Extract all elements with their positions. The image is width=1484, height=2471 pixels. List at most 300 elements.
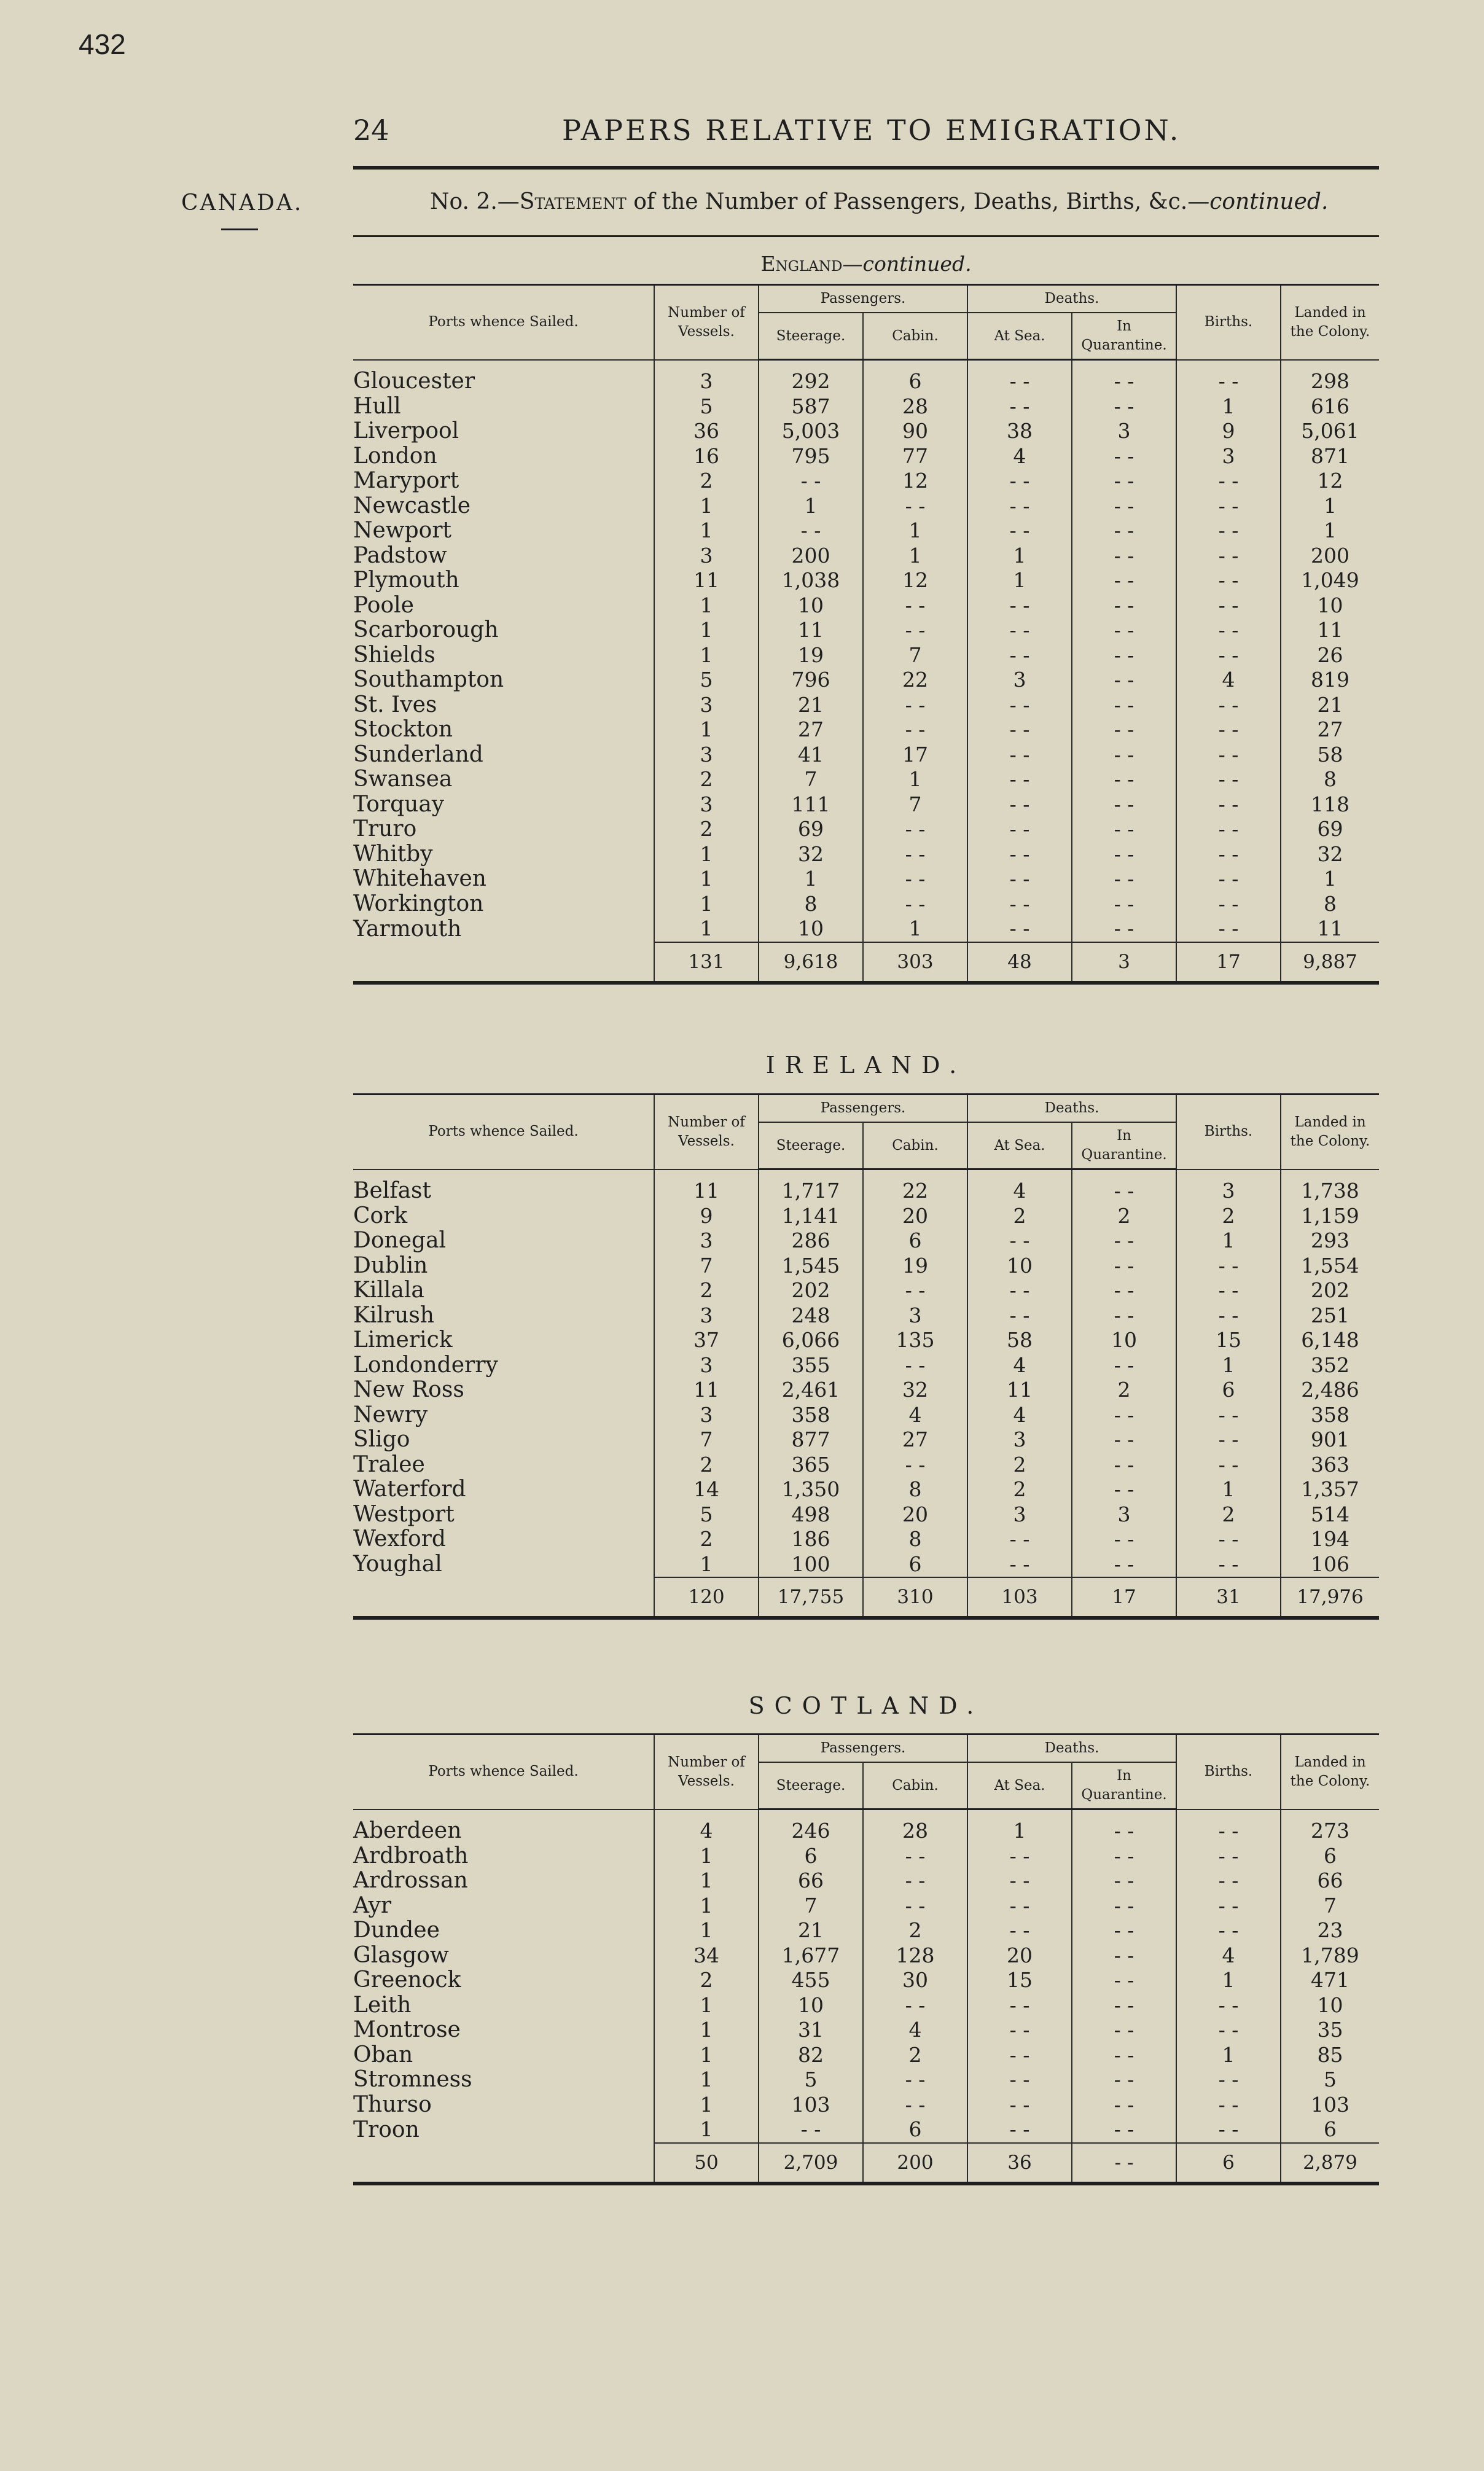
total-cell: 310 [863, 1577, 967, 1618]
table-cell: 35 [1281, 2018, 1379, 2043]
table-cell: 3 [967, 668, 1072, 693]
total-cell: 36 [967, 2143, 1072, 2184]
port-name: Glasgow [353, 1942, 449, 1968]
table-cell: - - [1072, 1968, 1176, 1993]
table-cell: 11 [759, 618, 863, 643]
table-cell: - - [1072, 1844, 1176, 1869]
statement-rule [353, 235, 1379, 237]
port-name: Dublin [353, 1252, 428, 1278]
table-cell: 246 [759, 1809, 863, 1844]
table-cell: 616 [1281, 394, 1379, 420]
table-cell: 8 [1281, 767, 1379, 792]
table-cell: 1 [654, 2093, 759, 2118]
table-cell: 8 [1281, 892, 1379, 917]
table-cell: - - [759, 2117, 863, 2143]
port-name: Waterford [353, 1477, 466, 1502]
table-cell: 7 [654, 1254, 759, 1279]
table-cell: - - [1072, 643, 1176, 668]
table-cell: 5 [759, 2067, 863, 2093]
table-cell: - - [1176, 1809, 1281, 1844]
table-cell: 7 [759, 767, 863, 792]
table-cell: - - [1072, 544, 1176, 569]
table-cell: 2 [654, 1278, 759, 1303]
table-cell: 9 [654, 1204, 759, 1229]
table-cell: - - [967, 1303, 1072, 1329]
table-cell: 1,545 [759, 1254, 863, 1279]
table-cell: - - [1072, 1943, 1176, 1969]
table-cell: 77 [863, 444, 967, 469]
total-row [353, 1577, 1379, 1618]
port-name: London [353, 443, 437, 469]
table-row [353, 618, 1379, 643]
margin-label-rule [221, 228, 258, 230]
table-cell: 4 [863, 2018, 967, 2043]
port-name: Whitehaven [353, 866, 486, 892]
table-row [353, 1303, 1379, 1329]
col-cabin: Cabin. [863, 313, 967, 360]
table-cell: 1 [654, 2018, 759, 2043]
table-cell: 2 [1176, 1204, 1281, 1229]
table-cell: 3 [1072, 1502, 1176, 1528]
table-cell: - - [863, 1844, 967, 1869]
col-vessels: Number of Vessels. [654, 1095, 759, 1169]
table-row [353, 1204, 1379, 1229]
table-row [353, 643, 1379, 668]
table-cell: 355 [759, 1353, 863, 1378]
table-cell: - - [1176, 1278, 1281, 1303]
table-row [353, 1169, 1379, 1204]
table-cell: - - [1072, 1353, 1176, 1378]
table-cell: 3 [654, 693, 759, 718]
table-cell: 3 [967, 1427, 1072, 1453]
table-cell: - - [1072, 1918, 1176, 1943]
table-cell: 298 [1281, 360, 1379, 394]
table-cell: 1 [967, 1809, 1072, 1844]
table-cell: 1 [863, 916, 967, 942]
table-cell: - - [1176, 360, 1281, 394]
table-cell: 21 [759, 693, 863, 718]
table-cell: - - [1176, 568, 1281, 593]
table-cell: 103 [759, 2093, 863, 2118]
table-cell: 21 [759, 1918, 863, 1943]
table-cell: - - [863, 892, 967, 917]
table-cell: - - [967, 892, 1072, 917]
table-cell: - - [967, 1844, 1072, 1869]
table-cell: - - [1072, 593, 1176, 619]
col-landed: Landed in the Colony. [1281, 1095, 1379, 1169]
total-row [353, 2143, 1379, 2184]
table-cell: 6 [1281, 2117, 1379, 2143]
margin-label: CANADA. [181, 190, 303, 216]
table-cell: - - [1072, 668, 1176, 693]
table-cell: 194 [1281, 1527, 1379, 1552]
table-cell: - - [1176, 1844, 1281, 1869]
table-cell: - - [967, 867, 1072, 892]
total-cell: 17,755 [759, 1577, 863, 1618]
table-cell: - - [1176, 2067, 1281, 2093]
table-cell: 273 [1281, 1809, 1379, 1844]
table-cell: 2,461 [759, 1378, 863, 1403]
table-cell: 455 [759, 1968, 863, 1993]
table-cell: 1 [1176, 2043, 1281, 2068]
table-cell: - - [967, 1894, 1072, 1919]
table-cell: 3 [1176, 1169, 1281, 1204]
table-cell: - - [1072, 618, 1176, 643]
table-cell: - - [1072, 916, 1176, 942]
table-cell: - - [1072, 1228, 1176, 1254]
table-cell: 1 [654, 916, 759, 942]
table-cell: 200 [1281, 544, 1379, 569]
table-cell: 135 [863, 1328, 967, 1353]
table-row [353, 792, 1379, 818]
table-cell: - - [1176, 643, 1281, 668]
port-name: Workington [353, 891, 484, 916]
table-cell: 90 [863, 419, 967, 444]
table-cell: 106 [1281, 1552, 1379, 1578]
table-cell: 4 [967, 444, 1072, 469]
total-cell: 48 [967, 942, 1072, 983]
table-cell: - - [967, 817, 1072, 842]
table-cell: - - [1072, 1303, 1176, 1329]
table-cell: - - [1176, 2117, 1281, 2143]
table-cell: 2 [1176, 1502, 1281, 1528]
table-cell: 10 [1281, 1993, 1379, 2018]
table-cell: - - [1176, 593, 1281, 619]
table-row [353, 817, 1379, 842]
table-cell: - - [967, 394, 1072, 420]
table-row [353, 916, 1379, 942]
table-cell: 1 [1176, 1477, 1281, 1502]
table-row [353, 767, 1379, 792]
table-cell: 10 [759, 1993, 863, 2018]
table-cell: - - [967, 1552, 1072, 1578]
table-cell: 11 [654, 568, 759, 593]
table-cell: 3 [967, 1502, 1072, 1528]
table-cell: 1 [654, 717, 759, 743]
total-cell: 17,976 [1281, 1577, 1379, 1618]
table-cell: 7 [759, 1894, 863, 1919]
table-cell: - - [967, 1527, 1072, 1552]
table-cell: 100 [759, 1552, 863, 1578]
table-cell: 1 [1176, 1228, 1281, 1254]
table-cell: 38 [967, 419, 1072, 444]
port-name: Leith [353, 1992, 412, 2018]
table-cell: 1 [654, 518, 759, 544]
table-cell: 286 [759, 1228, 863, 1254]
table-cell: 2 [654, 1453, 759, 1478]
table-row [353, 1378, 1379, 1403]
table-cell: 3 [863, 1303, 967, 1329]
total-label [353, 1577, 654, 1618]
table-cell: - - [863, 1353, 967, 1378]
table-cell: - - [1072, 867, 1176, 892]
table-row [353, 1943, 1379, 1969]
table-cell: 2 [1072, 1204, 1176, 1229]
table-cell: 34 [654, 1943, 759, 1969]
table-cell: 1,789 [1281, 1943, 1379, 1969]
table-cell: 6 [863, 1552, 967, 1578]
table-cell: 587 [759, 394, 863, 420]
col-steerage: Steerage. [759, 313, 863, 360]
table-cell: 27 [863, 1427, 967, 1453]
table-cell: - - [1072, 1809, 1176, 1844]
table-cell: 795 [759, 444, 863, 469]
table-cell: 12 [863, 469, 967, 494]
total-cell: 103 [967, 1577, 1072, 1618]
statement-prefix: No. 2.— [430, 189, 520, 214]
table-cell: - - [1072, 360, 1176, 394]
table-cell: 111 [759, 792, 863, 818]
table-cell: - - [1176, 469, 1281, 494]
total-cell: 3 [1072, 942, 1176, 983]
table-cell: - - [863, 817, 967, 842]
table-cell: - - [1176, 1894, 1281, 1919]
table-cell: - - [863, 717, 967, 743]
table-row [353, 444, 1379, 469]
table-cell: - - [1072, 1868, 1176, 1894]
table-cell: - - [1176, 693, 1281, 718]
table-row [353, 1894, 1379, 1919]
table-cell: 20 [863, 1204, 967, 1229]
table-cell: - - [1072, 394, 1176, 420]
table-cell: 3 [654, 1353, 759, 1378]
table-cell: - - [967, 2067, 1072, 2093]
ireland-table [353, 1093, 1379, 1620]
table-cell: 6 [863, 2117, 967, 2143]
table-cell: - - [967, 792, 1072, 818]
table-cell: 1 [654, 867, 759, 892]
table-cell: 1 [863, 518, 967, 544]
table-cell: 6 [863, 360, 967, 394]
col-passengers: Passengers. [759, 1095, 967, 1123]
table-cell: 2 [863, 1918, 967, 1943]
col-cabin: Cabin. [863, 1122, 967, 1169]
table-cell: - - [1072, 2093, 1176, 2118]
table-cell: - - [1072, 1453, 1176, 1478]
table-row [353, 2018, 1379, 2043]
total-cell: - - [1072, 2143, 1176, 2184]
port-name: Gloucester [353, 369, 475, 394]
table-cell: 6 [1281, 1844, 1379, 1869]
table-cell: 7 [654, 1427, 759, 1453]
port-name: Youghal [353, 1552, 442, 1577]
table-cell: 19 [863, 1254, 967, 1279]
table-cell: 2 [863, 2043, 967, 2068]
table-cell: - - [967, 767, 1072, 792]
table-row [353, 1278, 1379, 1303]
col-landed: Landed in the Colony. [1281, 285, 1379, 360]
table-row [353, 842, 1379, 867]
total-cell: 31 [1176, 1577, 1281, 1618]
port-name: Limerick [353, 1327, 453, 1353]
table-row [353, 469, 1379, 494]
table-cell: - - [967, 593, 1072, 619]
total-cell: 17 [1176, 942, 1281, 983]
table-cell: 5 [654, 394, 759, 420]
table-cell: 22 [863, 668, 967, 693]
table-cell: 202 [1281, 1278, 1379, 1303]
table-cell: - - [1176, 1427, 1281, 1453]
table-cell: 11 [1281, 618, 1379, 643]
table-cell: 1 [654, 618, 759, 643]
table-cell: 7 [863, 643, 967, 668]
col-quarantine: In Quarantine. [1072, 313, 1176, 360]
port-name: Wexford [353, 1526, 446, 1552]
england-section-title [353, 252, 1379, 276]
port-name: New Ross [353, 1377, 464, 1403]
total-row [353, 942, 1379, 983]
port-name: Yarmouth [353, 916, 462, 942]
table-cell: 118 [1281, 792, 1379, 818]
table-cell: - - [1176, 916, 1281, 942]
col-births: Births. [1176, 1095, 1281, 1169]
total-cell: 17 [1072, 1577, 1176, 1618]
table-cell: 871 [1281, 444, 1379, 469]
table-cell: - - [1072, 2018, 1176, 2043]
table-cell: - - [1176, 792, 1281, 818]
table-cell: 21 [1281, 693, 1379, 718]
table-cell: - - [863, 842, 967, 867]
statement-word: Statement [519, 189, 627, 214]
total-cell: 2,879 [1281, 2143, 1379, 2184]
port-name: Westport [353, 1501, 455, 1527]
table-row [353, 693, 1379, 718]
table-cell: 1 [654, 842, 759, 867]
table-cell: - - [1176, 2093, 1281, 2118]
col-ports: Ports whence Sailed. [353, 285, 654, 360]
table-cell: 5 [654, 1502, 759, 1528]
table-cell: 69 [759, 817, 863, 842]
table-cell: - - [863, 2067, 967, 2093]
table-row [353, 394, 1379, 420]
table-cell: 7 [863, 792, 967, 818]
table-cell: 1 [967, 544, 1072, 569]
table-cell: 5,061 [1281, 419, 1379, 444]
table-cell: 248 [759, 1303, 863, 1329]
table-cell: - - [1072, 1169, 1176, 1204]
table-cell: 1,141 [759, 1204, 863, 1229]
table-cell: 1 [1281, 867, 1379, 892]
port-name: Tralee [353, 1451, 425, 1477]
table-row [353, 1254, 1379, 1279]
table-cell: - - [967, 1228, 1072, 1254]
table-cell: 30 [863, 1968, 967, 1993]
table-cell: 1,738 [1281, 1169, 1379, 1204]
table-cell: - - [967, 1918, 1072, 1943]
table-cell: - - [1072, 1894, 1176, 1919]
table-cell: 20 [967, 1943, 1072, 1969]
table-cell: 2 [654, 817, 759, 842]
table-cell: 7 [1281, 1894, 1379, 1919]
table-cell: 877 [759, 1427, 863, 1453]
table-cell: - - [1072, 494, 1176, 519]
table-cell: - - [1176, 817, 1281, 842]
col-deaths: Deaths. [967, 1095, 1176, 1123]
table-row [353, 593, 1379, 619]
table-cell: - - [967, 916, 1072, 942]
port-name: Sunderland [353, 741, 483, 767]
header-rule [353, 166, 1379, 170]
table-cell: - - [1176, 1552, 1281, 1578]
table-cell: - - [1072, 444, 1176, 469]
col-births: Births. [1176, 1735, 1281, 1809]
table-row [353, 743, 1379, 768]
col-quarantine: In Quarantine. [1072, 1762, 1176, 1809]
table-cell: - - [967, 360, 1072, 394]
table-cell: - - [1176, 1993, 1281, 2018]
table-cell: 514 [1281, 1502, 1379, 1528]
table-cell: - - [759, 518, 863, 544]
table-cell: 365 [759, 1453, 863, 1478]
port-name: Belfast [353, 1178, 432, 1204]
table-cell: 1,554 [1281, 1254, 1379, 1279]
table-row [353, 1453, 1379, 1478]
total-cell: 131 [654, 942, 759, 983]
table-row [353, 518, 1379, 544]
table-cell: 10 [1281, 593, 1379, 619]
table-cell: 293 [1281, 1228, 1379, 1254]
table-cell: - - [1072, 2043, 1176, 2068]
port-name: Londonderry [353, 1352, 498, 1378]
table-cell: - - [967, 693, 1072, 718]
table-cell: 11 [654, 1378, 759, 1403]
table-cell: 471 [1281, 1968, 1379, 1993]
table-cell: 3 [654, 1228, 759, 1254]
table-cell: 10 [1072, 1328, 1176, 1353]
table-cell: 27 [759, 717, 863, 743]
table-cell: 1 [654, 892, 759, 917]
port-name: Cork [353, 1203, 408, 1228]
table-cell: 1 [759, 494, 863, 519]
col-at-sea: At Sea. [967, 313, 1072, 360]
table-cell: 4 [863, 1403, 967, 1428]
col-landed: Landed in the Colony. [1281, 1735, 1379, 1809]
port-name: Torquay [353, 791, 445, 817]
table-cell: 1 [654, 1868, 759, 1894]
table-cell: 10 [759, 916, 863, 942]
table-cell: 3 [654, 1303, 759, 1329]
port-name: Poole [353, 592, 414, 618]
table-cell: 1 [759, 867, 863, 892]
port-name: Newport [353, 518, 452, 544]
table-row [353, 2093, 1379, 2118]
table-cell: - - [863, 2093, 967, 2118]
table-cell: - - [1072, 1552, 1176, 1578]
port-name: Stockton [353, 717, 453, 743]
table-cell: - - [967, 2093, 1072, 2118]
table-cell: 11 [967, 1378, 1072, 1403]
port-name: Troon [353, 2117, 420, 2142]
table-cell: 3 [654, 743, 759, 768]
total-cell: 9,618 [759, 942, 863, 983]
table-cell: - - [863, 693, 967, 718]
table-cell: - - [1176, 717, 1281, 743]
table-cell: - - [1072, 2067, 1176, 2093]
table-cell: - - [967, 2043, 1072, 2068]
port-name: Stromness [353, 2067, 472, 2093]
table-cell: 10 [759, 593, 863, 619]
port-name: Sligo [353, 1427, 410, 1453]
table-cell: - - [863, 1278, 967, 1303]
table-cell: 1,049 [1281, 568, 1379, 593]
table-cell: - - [863, 1453, 967, 1478]
table-cell: 1 [654, 1844, 759, 1869]
table-cell: 1 [654, 643, 759, 668]
table-cell: 19 [759, 643, 863, 668]
table-row [353, 1228, 1379, 1254]
table-cell: 3 [1176, 444, 1281, 469]
table-row [353, 1552, 1379, 1578]
